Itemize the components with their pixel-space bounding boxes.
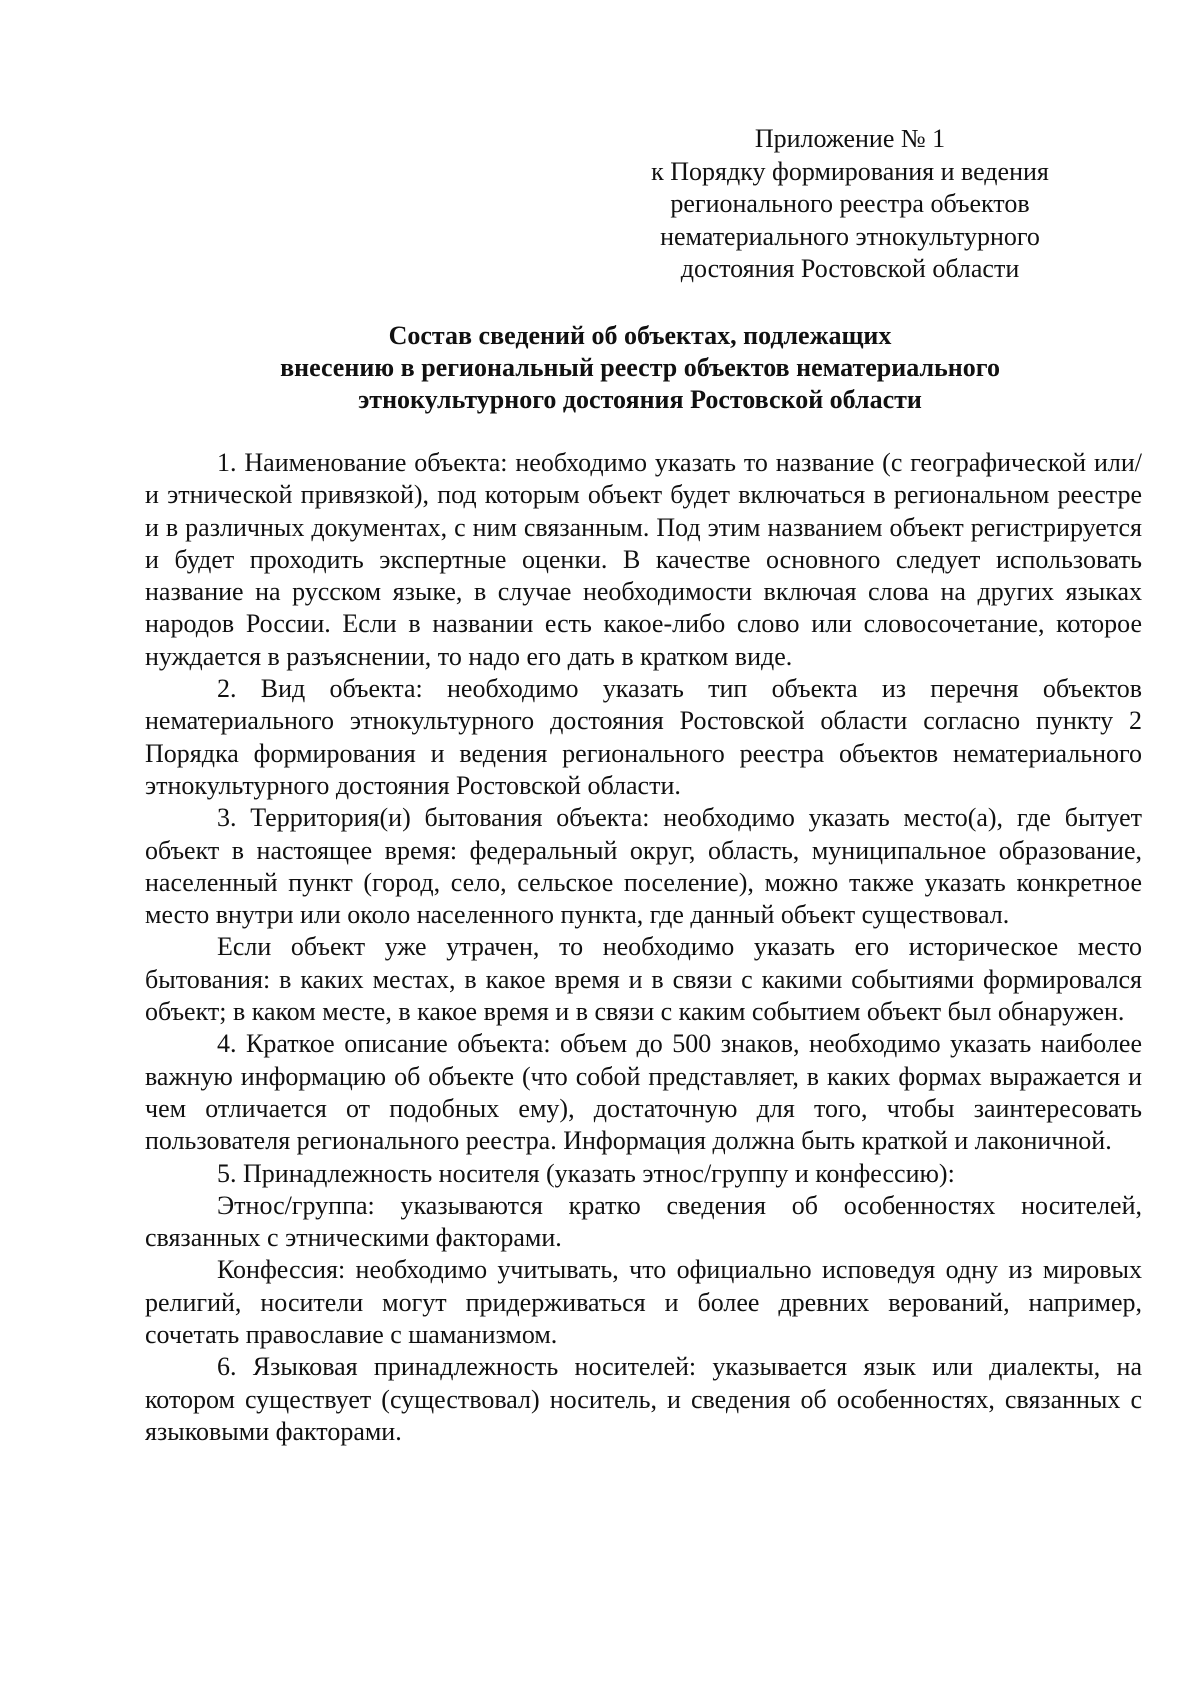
paragraph-ethnos-group: Этнос/группа: указываются кратко сведения об особенностях носителей, связанных с этническими факторами. — [145, 1190, 1142, 1253]
appendix-reference-line: нематериального этнокультурного — [660, 221, 1040, 251]
paragraph-item-2-type: 2. Вид объекта: необходимо указать тип объекта из перечня объектов нематериального этнокультурного достояния Ростовской области согласно пункту 2 Порядка формирования и ведения регионального реестра объектов нематериального этнокультурного достояния Ростовской области. — [145, 674, 1142, 800]
appendix-reference-line: достояния Ростовской области — [680, 254, 1020, 283]
paragraph-item-1-name: 1. Наименование объекта: необходимо указать то название (с географической или/и этнической привязкой), под которым объект будет включаться в региональном реестре и в различных документах, с ним связанным. Под этим названием объект регистрируется и будет проходить экспертные оценки. В качестве основного следует использовать название на русском языке, в случае необходимости включая слова на других языках народов России. Если в названии есть какое-либо слово или словосочетание, которое нуждается в разъяснении, то надо его дать в кратком виде. — [145, 448, 1142, 671]
paragraph-confession: Конфессия: необходимо учитывать, что официально исповедуя одну из мировых религий, носители могут придерживаться и более древних верований, например, сочетать православие с шаманизмом. — [145, 1255, 1142, 1350]
title-line: этнокультурного достояния Ростовской области — [358, 385, 922, 414]
paragraph-item-3-territory: 3. Территория(и) бытования объекта: необходимо указать место(а), где бытует объект в настоящее время: федеральный округ, область, муниципальное образование, населенный пункт (город, село, сельское поселение), можно также указать конкретное место внутри или около населенного пункта, где данный объект существовал. — [145, 803, 1142, 930]
title-line: Состав сведений об объектах, подлежащих — [388, 321, 892, 350]
paragraph-item-4-description: 4. Краткое описание объекта: объем до 500 знаков, необходимо указать наиболее важную информацию об объекте (что собой представляет, в каких формах выражается и чем отличается от подобных ему), достаточную для того, чтобы заинтересовать пользователя регионального реестра. Информация должна быть краткой и лаконичной. — [145, 1029, 1142, 1156]
paragraph-lost-object: Если объект уже утрачен, то необходимо указать его историческое место бытования: в каких местах, в какое время и в связи с какими событиями формировался объект; в каком месте, в какое время и в связи с каким событием объект был обнаружен. — [145, 932, 1142, 1027]
appendix-reference-line: к Порядку формирования и ведения — [651, 156, 1049, 186]
appendix-reference-line: регионального реестра объектов — [670, 189, 1030, 218]
title-line: внесению в региональный реестр объектов нематериального — [280, 353, 1000, 382]
paragraph-item-5-affiliation: 5. Принадлежность носителя (указать этнос/группу и конфессию): — [217, 1158, 955, 1188]
document-title — [145, 320, 1135, 416]
appendix-header — [615, 123, 1085, 286]
appendix-number: Приложение № 1 — [754, 124, 946, 153]
paragraph-item-6-language: 6. Языковая принадлежность носителей: указывается язык или диалекты, на котором существует (существовал) носитель, и сведения об особенностях, связанных с языковыми факторами. — [145, 1352, 1142, 1446]
document-body — [145, 447, 1142, 1448]
